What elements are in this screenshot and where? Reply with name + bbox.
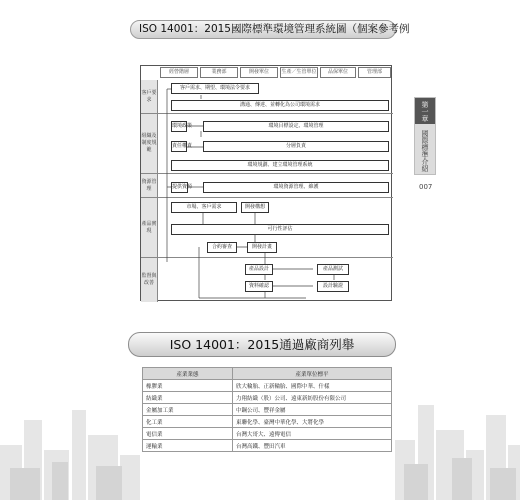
lane-label: 客戶要求 bbox=[141, 80, 158, 113]
flow-step: 產品設計 bbox=[245, 264, 273, 275]
column-header: 產業業態 bbox=[143, 368, 233, 380]
lane-label: 組織及制度規範 bbox=[141, 114, 158, 173]
flow-step: 客戶需求、期望、環境法令要求 bbox=[171, 83, 259, 94]
table-row bbox=[143, 416, 392, 428]
table-header-row bbox=[143, 368, 392, 380]
companies-cell: 東聯化學、臺灣中華化學、大將化學 bbox=[233, 416, 392, 428]
lane-label: 資源管理 bbox=[141, 174, 158, 197]
column-header: 業務部 bbox=[200, 67, 238, 78]
flow-step: 環境資源管理、維護 bbox=[203, 182, 389, 193]
certified-companies-banner: ISO 14001：2015通過廠商列舉 bbox=[128, 332, 396, 357]
flow-step: 溝通、傳達、並轉化為公司環境需求 bbox=[171, 100, 389, 111]
column-header: 品保單位 bbox=[320, 67, 356, 78]
flowchart-title-banner: ISO 14001：2015國際標準環境管理系統圖（個案參考例 bbox=[130, 20, 396, 39]
table-row bbox=[143, 392, 392, 404]
environmental-management-flowchart bbox=[140, 65, 392, 301]
certified-companies-table bbox=[142, 367, 392, 452]
column-header: 產業單位標平 bbox=[233, 368, 392, 380]
flow-step: 提供資源 bbox=[171, 182, 188, 193]
column-header: 經營階層 bbox=[160, 67, 198, 78]
companies-cell: 中鋼公司、豐祥金屬 bbox=[233, 404, 392, 416]
industry-cell: 電信業 bbox=[143, 428, 233, 440]
industry-cell: 橡膠業 bbox=[143, 380, 233, 392]
flow-step: 可行性評估 bbox=[171, 224, 389, 235]
flow-step: 環境規劃、建立環境管理系統 bbox=[171, 160, 389, 171]
table-row bbox=[143, 380, 392, 392]
lane-label: 監督與改善 bbox=[141, 258, 158, 302]
column-header: 管理部 bbox=[358, 67, 391, 78]
column-header: 生產／生管單位 bbox=[280, 67, 318, 78]
flow-step: 資料確認 bbox=[245, 281, 273, 292]
flow-step: 合約審查 bbox=[207, 242, 237, 253]
companies-cell: 台灣高鐵、豐田汽車 bbox=[233, 440, 392, 452]
flow-step: 分層負責 bbox=[203, 141, 389, 152]
flow-step: 環境目標設定、環境管理 bbox=[203, 121, 389, 132]
companies-cell: 欣大輪胎、正新輪胎、國際中華、什樣 bbox=[233, 380, 392, 392]
chapter-title: 國際標準介紹 bbox=[421, 130, 429, 172]
industry-cell: 化工業 bbox=[143, 416, 233, 428]
flow-step: 市場、客戶需求 bbox=[171, 202, 237, 213]
flow-step: 責任權責 bbox=[171, 141, 187, 152]
flow-step: 開發構想 bbox=[241, 202, 269, 213]
industry-cell: 金屬加工業 bbox=[143, 404, 233, 416]
table-row bbox=[143, 428, 392, 440]
flow-step: 開發計畫 bbox=[247, 242, 277, 253]
lane-label: 產品實現 bbox=[141, 198, 158, 257]
page-number: 007 bbox=[419, 183, 433, 191]
flow-step: 環境政策 bbox=[171, 121, 187, 132]
chapter-side-tab bbox=[414, 97, 436, 175]
companies-cell: 台灣大哥大、遠傳電信 bbox=[233, 428, 392, 440]
table-row bbox=[143, 440, 392, 452]
chapter-label: 第一章 bbox=[415, 98, 435, 124]
column-header: 開發單位 bbox=[240, 67, 278, 78]
industry-cell: 紡織業 bbox=[143, 392, 233, 404]
flow-step: 產品測試 bbox=[317, 264, 349, 275]
companies-cell: 力翔紡織（股）公司、遠東新紡股份有限公司 bbox=[233, 392, 392, 404]
industry-cell: 運輸業 bbox=[143, 440, 233, 452]
flow-step: 設計驗證 bbox=[317, 281, 349, 292]
table-row bbox=[143, 404, 392, 416]
